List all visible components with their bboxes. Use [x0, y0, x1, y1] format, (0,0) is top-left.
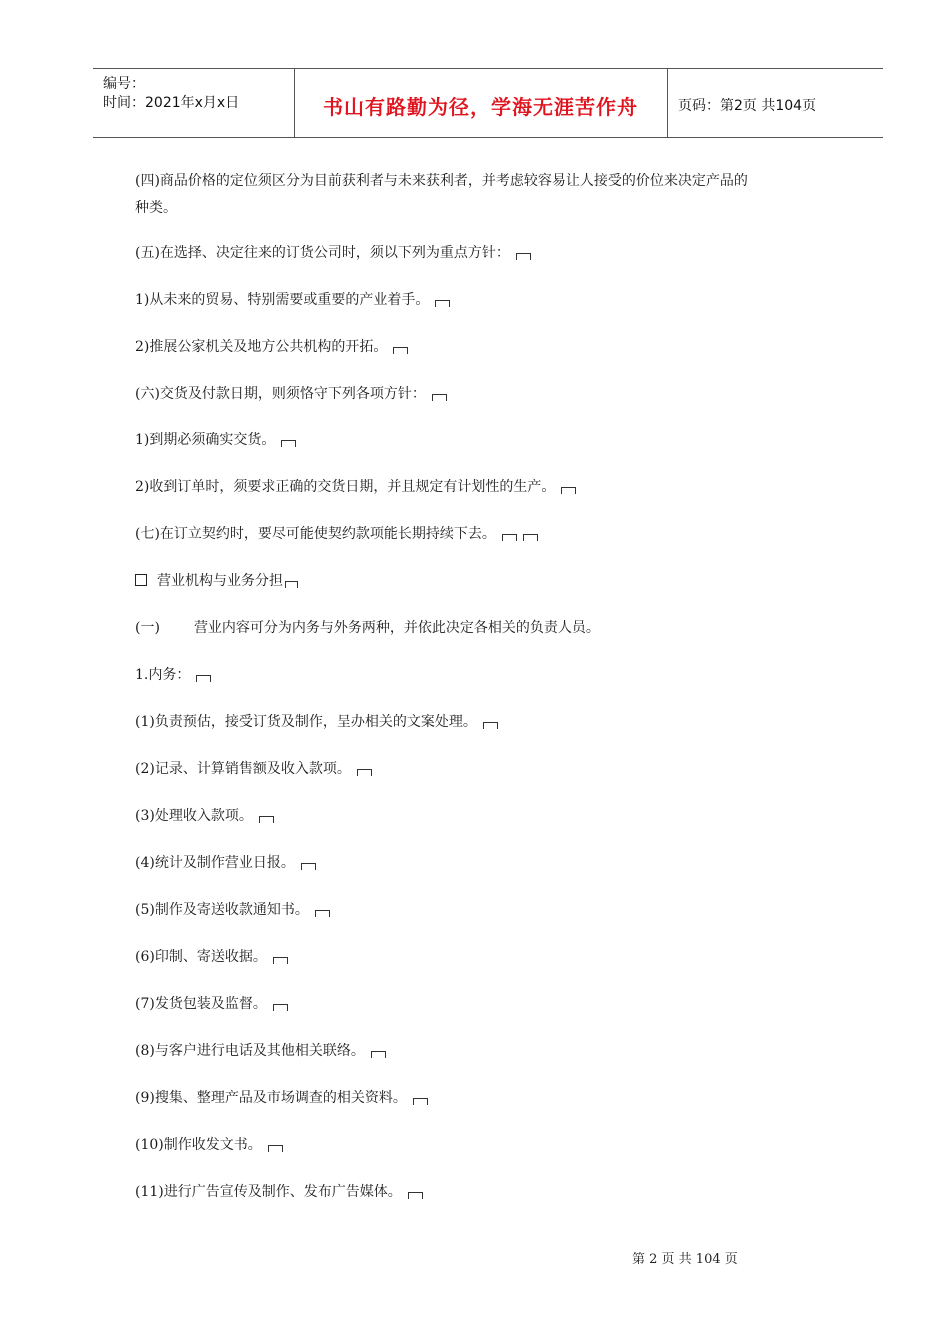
- number-label: 编号：: [103, 76, 145, 92]
- paragraph-mark-icon: [435, 300, 450, 307]
- paragraph-text: (3)处理收入款项。: [135, 808, 253, 824]
- paragraph-prefix: (一): [135, 620, 160, 636]
- list-item: [135, 991, 880, 1018]
- paragraph-mark-icon: [502, 534, 517, 541]
- paragraph: [135, 287, 880, 314]
- paragraph-mark-icon: [196, 675, 211, 682]
- motto-text: 书山有路勤为径，学海无涯苦作舟: [323, 95, 638, 119]
- paragraph-text: 1.内务：: [135, 667, 191, 683]
- paragraph-mark-icon: [393, 347, 408, 354]
- paragraph: [135, 240, 880, 267]
- paragraph-text: (2)记录、计算销售额及收入款项。: [135, 761, 351, 777]
- list-item: [135, 1132, 880, 1159]
- paragraph-text: (六)交货及付款日期，则须恪守下列各项方针：: [135, 386, 426, 402]
- paragraph-mark-icon: [285, 581, 298, 588]
- page-number-label: 页码：第2页 共104页: [678, 98, 817, 114]
- paragraph-text: 1)到期必须确实交货。: [135, 432, 276, 448]
- paragraph: [135, 474, 880, 501]
- paragraph-text: (四)商品价格的定位须区分为目前获利者与未来获利者，并考虑较容易让人接受的价位来决定产品的: [135, 173, 748, 189]
- paragraph-text: (11)进行广告宣传及制作、发布广告媒体。: [135, 1184, 402, 1200]
- list-item: [135, 850, 880, 877]
- paragraph-text: (9)搜集、整理产品及市场调查的相关资料。: [135, 1090, 407, 1106]
- paragraph: [135, 662, 880, 689]
- list-item: [135, 756, 880, 783]
- paragraph-text: (8)与客户进行电话及其他相关联络。: [135, 1043, 365, 1059]
- list-item: [135, 897, 880, 924]
- paragraph-mark-icon: [408, 1192, 423, 1199]
- list-item: [135, 709, 880, 736]
- list-item: [135, 944, 880, 971]
- paragraph-mark-icon: [432, 394, 447, 401]
- paragraph-mark-icon: [301, 863, 316, 870]
- paragraph-mark-icon: [273, 957, 288, 964]
- paragraph-mark-icon: [483, 722, 498, 729]
- paragraph-text: (五)在选择、决定往来的订货公司时，须以下列为重点方针：: [135, 245, 510, 261]
- list-item: [135, 803, 880, 830]
- paragraph-mark-icon: [413, 1098, 428, 1105]
- paragraph: [135, 334, 880, 361]
- paragraph-mark-icon: [273, 1004, 288, 1011]
- paragraph-text: (10)制作收发文书。: [135, 1137, 262, 1153]
- paragraph-mark-icon: [315, 910, 330, 917]
- paragraph-mark-icon: [371, 1051, 386, 1058]
- paragraph-text: (4)统计及制作营业日报。: [135, 855, 295, 871]
- header-motto-cell: [294, 69, 668, 137]
- paragraph: [135, 521, 880, 548]
- paragraph-mark-icon: [357, 769, 372, 776]
- paragraph-mark-icon: [268, 1145, 283, 1152]
- paragraph-text: (6)印制、寄送收据。: [135, 949, 267, 965]
- paragraph-mark-icon: [561, 487, 576, 494]
- header-meta-cell: [93, 69, 295, 137]
- paragraph: [135, 168, 880, 195]
- list-item: [135, 1085, 880, 1112]
- paragraph: [135, 615, 880, 642]
- paragraph-text: 2)收到订单时，须要求正确的交货日期，并且规定有计划性的生产。: [135, 479, 556, 495]
- header-page-cell: [668, 69, 883, 137]
- paragraph-text: 营业机构与业务分担: [157, 573, 283, 589]
- paragraph-text: 营业内容可分为内务与外务两种，并依此决定各相关的负责人员。: [193, 620, 600, 636]
- section-heading: [135, 568, 880, 595]
- paragraph-text: 2)推展公家机关及地方公共机构的开拓。: [135, 339, 388, 355]
- paragraph-mark-icon: [523, 534, 538, 541]
- paragraph-mark-icon: [259, 816, 274, 823]
- time-label: 时间：2021年x月x日: [103, 95, 240, 111]
- list-item: [135, 1179, 880, 1206]
- paragraph: [135, 381, 880, 408]
- paragraph-mark-icon: [516, 253, 531, 260]
- paragraph-text: (1)负责预估，接受订货及制作，呈办相关的文案处理。: [135, 714, 477, 730]
- paragraph-text: (5)制作及寄送收款通知书。: [135, 902, 309, 918]
- paragraph: [135, 427, 880, 454]
- paragraph-mark-icon: [281, 440, 296, 447]
- paragraph-text: (7)发货包装及监督。: [135, 996, 267, 1012]
- page-footer: 第 2 页 共 104 页: [632, 1252, 738, 1267]
- checkbox-icon: [135, 574, 147, 586]
- paragraph-continuation: 种类。: [135, 200, 177, 216]
- paragraph-text: 1)从未来的贸易、特别需要或重要的产业着手。: [135, 292, 430, 308]
- document-header: [93, 68, 883, 138]
- list-item: [135, 1038, 880, 1065]
- paragraph-text: (七)在订立契约时，要尽可能使契约款项能长期持续下去。: [135, 526, 496, 542]
